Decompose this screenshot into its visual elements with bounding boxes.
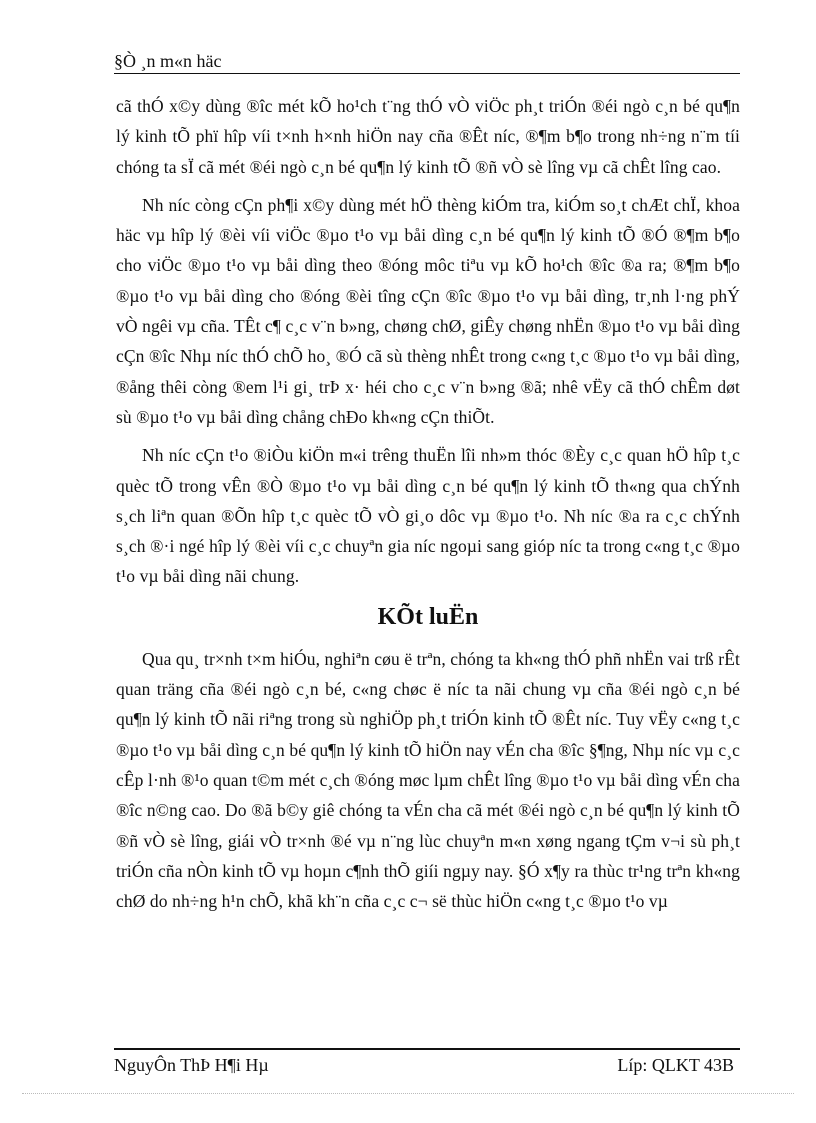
page-footer: [114, 1054, 738, 1078]
header-divider: [114, 73, 740, 74]
footer-author: NguyÔn ThÞ H¶i Hµ: [114, 1055, 269, 1075]
page-edge-marker: [22, 1093, 794, 1094]
paragraph-4: Qua qu¸ tr×nh t×m hiÓu, nghiªn cøu ë trªn, chóng ta kh«ng thÓ phñ nhËn vai trß rÊt quan träng cña ®éi ngò c¸n bé, c«ng chøc ë níc ta nãi chung vµ cña ®éi ngò c¸n bé qu¶n lý kinh tÕ nãi riªng trong sù nghiÖp ph¸t triÓn kinh tÕ ®Êt níc. Tuy vËy c«ng t¸c ®µo t¹o vµ båi dìng c¸n bé qu¶n lý kinh tÕ hiÖn nay vÉn cha ®îc §¶ng, Nhµ níc vµ c¸c cÊp l·nh ®¹o quan t©m mét c¸ch ®óng møc lµm chÊt lîng ®µo t¹o vµ båi dìng vÉn cha ®îc n©ng cao. Do ®ã b©y giê chóng ta vÉn cha cã mét ®éi ngò c¸n bé qu¶n lý kinh tÕ ®ñ vÒ sè lîng, giái vÒ tr×nh ®é vµ n¨ng lùc chuyªn m«n xøng ngang tÇm v¬i sù ph¸t triÓn cña nÒn kinh tÕ vµ hoµn c¶nh thÕ giíi ngµy nay. §Ó x¶y ra thùc tr¹ng trªn kh«ng chØ do nh÷ng h¹n chÕ, khã kh¨n cña c¸c c¬ së thùc hiÖn c«ng t¸c ®µo t¹o vµ: [116, 648, 740, 912]
paragraph-1: cã thÓ x©y dùng ®îc mét kÕ ho¹ch t¨ng thÓ vÒ viÖc ph¸t triÓn ®éi ngò c¸n bé qu¶n lý kinh tÕ phï hîp víi t×nh h×nh hiÖn nay cña ®Êt níc, ®¶m b¶o trong nh÷ng n¨m tíi chóng ta sÏ cã mét ®éi ngò c¸n bé qu¶n lý kinh tÕ ®ñ vÒ sè lîng vµ cã chÊt lîng cao.: [116, 96, 740, 177]
header-title: §Ò ¸n m«n häc: [114, 51, 222, 71]
page-header: [114, 50, 740, 74]
section-title-conclusion: KÕt luËn: [377, 603, 479, 630]
page-body: [116, 91, 740, 924]
footer-class: Líp: QLKT 43B: [617, 1055, 734, 1075]
paragraph-3: Nh níc cÇn t¹o ®iÒu kiÖn m«i trêng thuËn lîi nh»m thóc ®Èy c¸c quan hÖ hîp t¸c quèc tÕ trong vÊn ®Ò ®µo t¹o vµ båi dìng c¸n bé qu¶n lý kinh tÕ th«ng qua chÝnh s¸ch liªn quan ®Õn hîp t¸c quèc tÕ vÒ gi¸o dôc vµ ®µo t¹o. Nh níc ®a ra c¸c chÝnh s¸ch ®·i ngé hîp lý ®èi víi c¸c chuyªn gia níc ngoµi sang gióp níc ta trong c«ng t¸c ®µo t¹o vµ båi dìng nãi chung.: [116, 445, 740, 587]
paragraph-2: Nh níc còng cÇn ph¶i x©y dùng mét hÖ thèng kiÓm tra, kiÓm so¸t chÆt chÏ, khoa häc vµ hîp lý ®èi víi viÖc ®µo t¹o vµ båi dìng c¸n bé qu¶n lý kinh tÕ ®Ó ®¶m b¶o cho viÖc ®µo t¹o vµ båi dìng theo ®óng môc tiªu vµ kÕ ho¹ch ®îc ®a ra; ®¶m b¶o ®µo t¹o vµ båi dìng cho ®óng ®èi tîng cÇn ®îc ®µo t¹o vµ båi dìng, tr¸nh l·ng phÝ vÒ ngêi vµ cña. TÊt c¶ c¸c v¨n b»ng, chøng chØ, giÊy chøng nhËn ®µo t¹o vµ båi dìng cÇn ®îc Nhµ níc thÓ chÕ ho¸ ®Ó cã sù thèng nhÊt trong c«ng t¸c ®µo t¹o vµ båi dìng, ®ång thêi còng ®em l¹i gi¸ trÞ x· héi cho c¸c v¨n b»ng ®ã; nhê vËy cã thÓ chÊm døt sù ®µo t¹o vµ båi dìng chång chÐo kh«ng cÇn thiÕt.: [116, 194, 740, 427]
footer-divider: [114, 1048, 740, 1050]
